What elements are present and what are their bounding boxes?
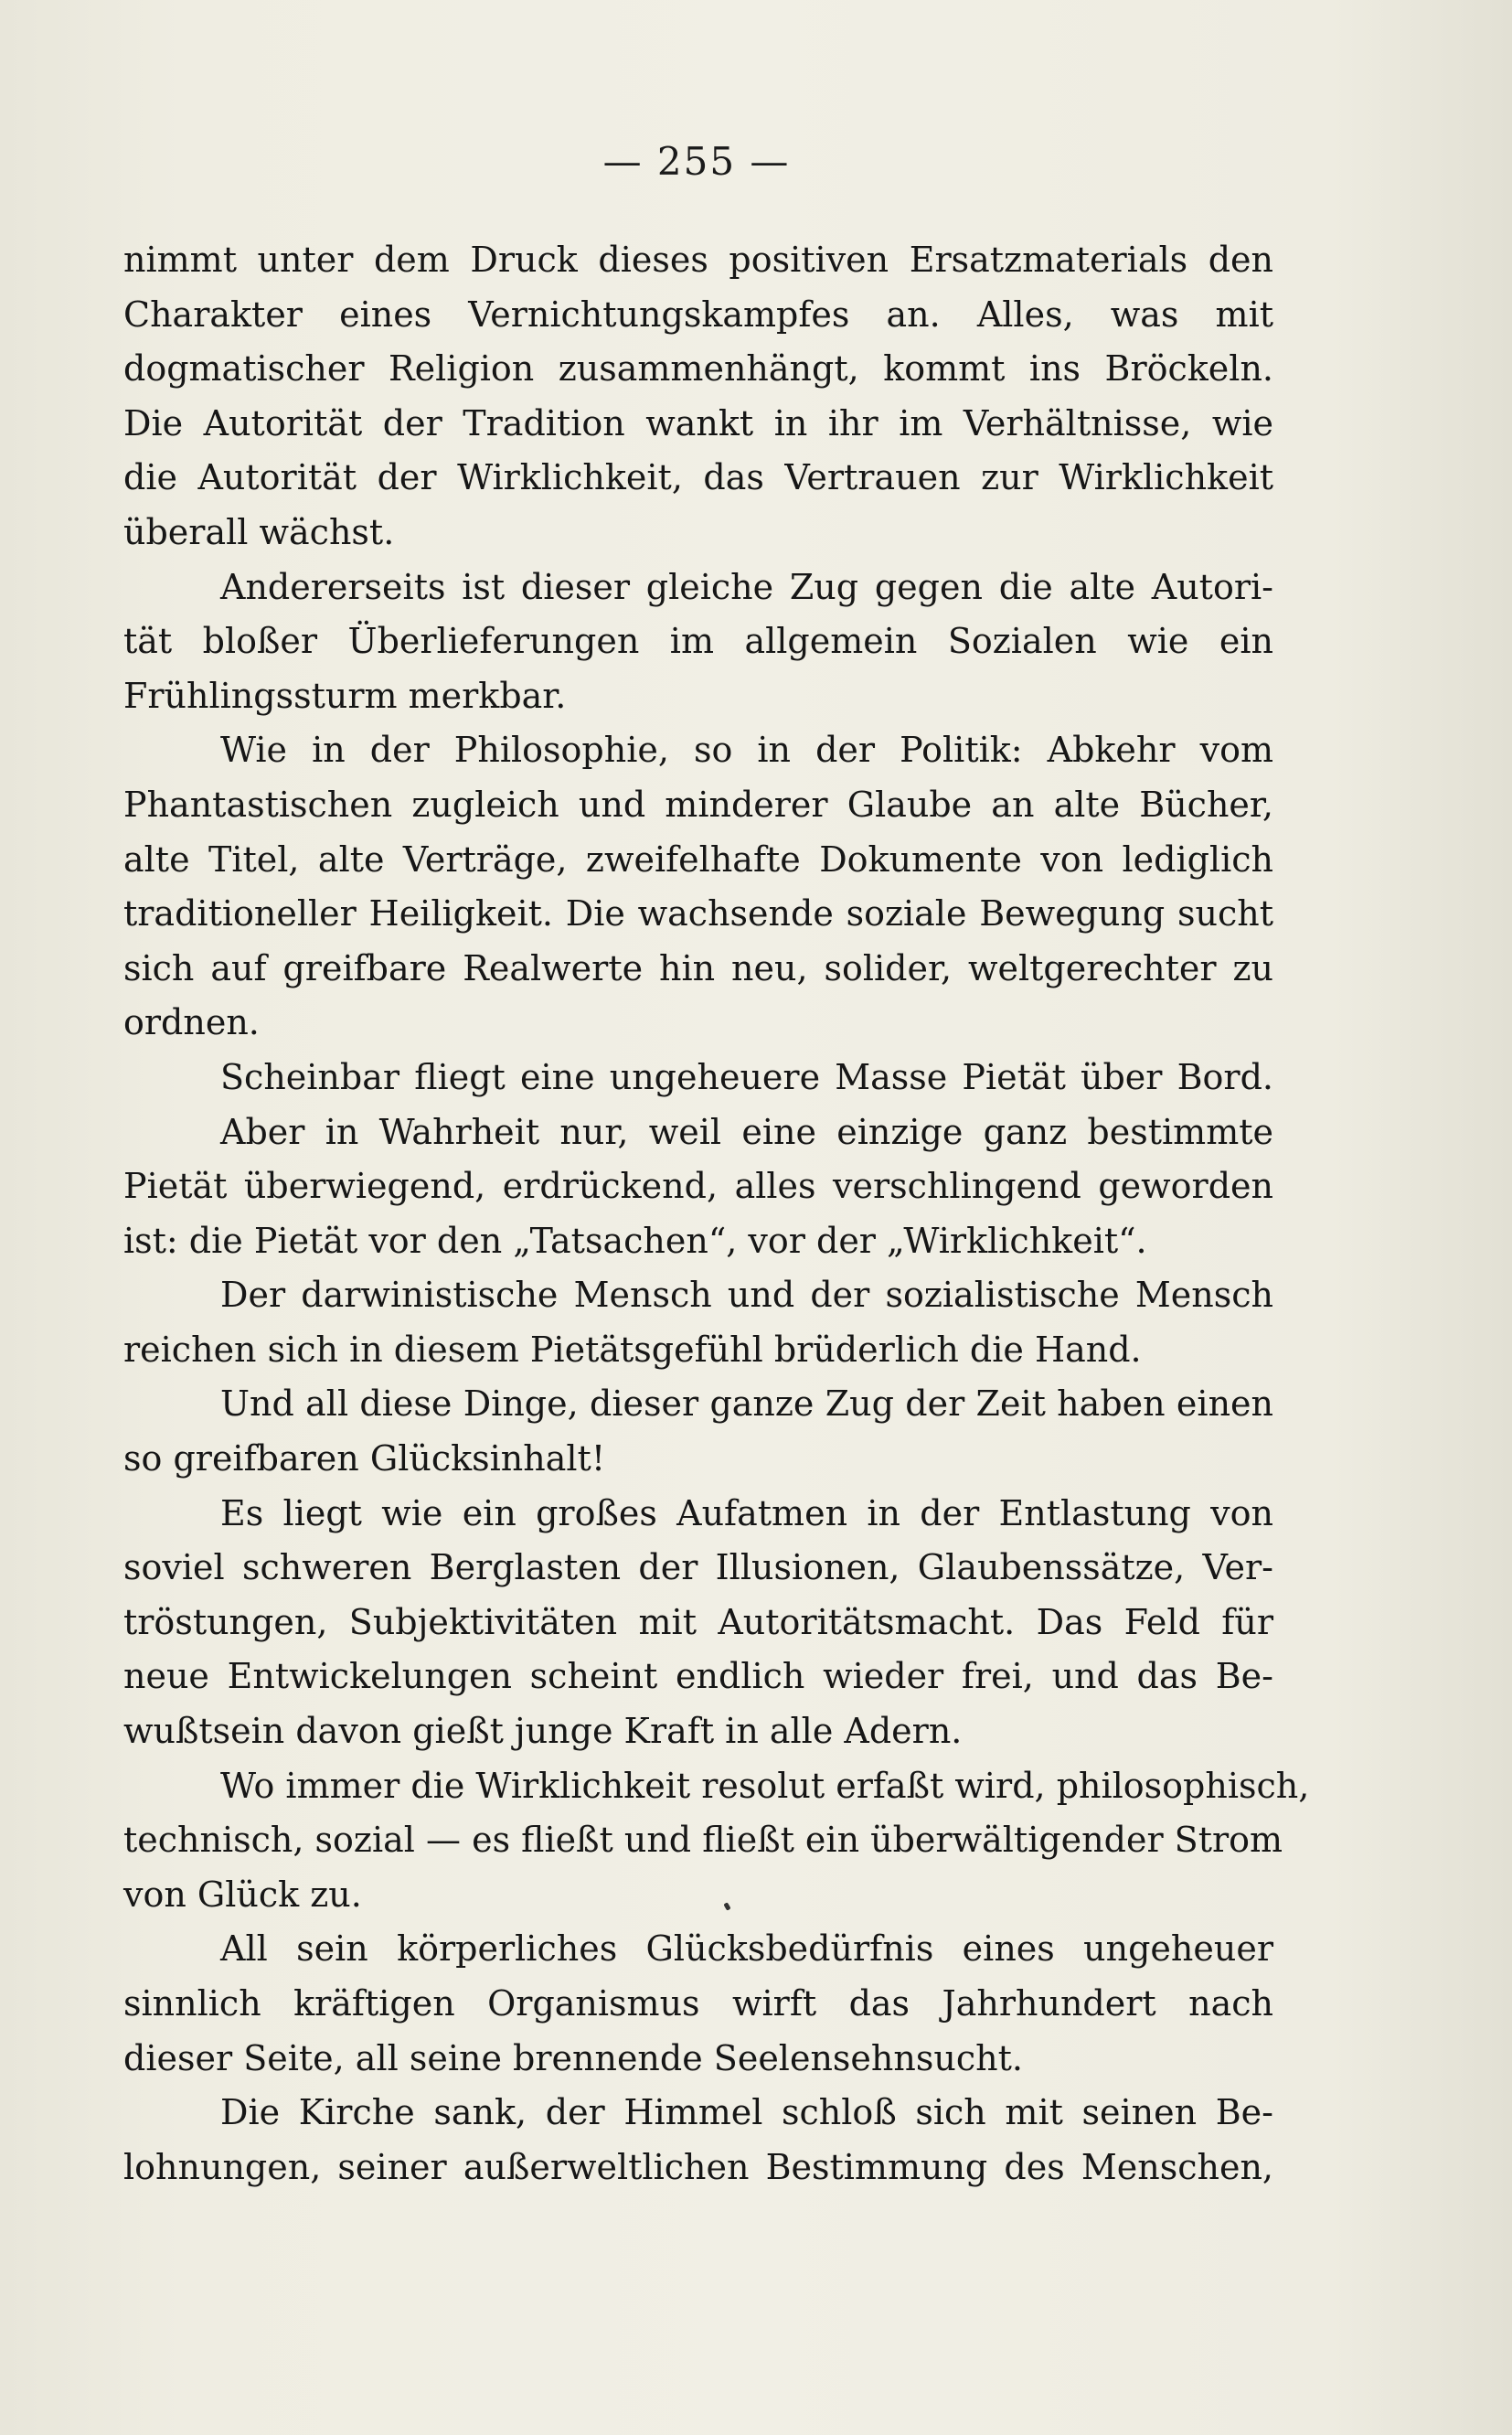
text-line: Und all diese Dinge, dieser ganze Zug der Zeit haben einen bbox=[220, 1383, 1273, 1425]
text-line: von Glück zu. bbox=[123, 1874, 362, 1915]
text-line: Wie in der Philosophie, so in der Politik: Abkehr vom bbox=[220, 730, 1273, 771]
text-line: Die Kirche sank, der Himmel schloß sich mit seinen Be- bbox=[220, 2092, 1273, 2133]
text-line: alte Titel, alte Verträge, zweifelhafte Dokumente von lediglich bbox=[123, 838, 1273, 880]
text-line: lohnungen, seiner außerweltlichen Bestimmung des Menschen, bbox=[123, 2146, 1273, 2187]
text-line: Aber in Wahrheit nur, weil eine einzige ganz bestimmte bbox=[220, 1111, 1273, 1152]
text-line: ordnen. bbox=[123, 1002, 260, 1043]
text-line: soviel schweren Berglasten der Illusionen, Glaubenssätze, Ver- bbox=[123, 1547, 1273, 1588]
text-line: Wo immer die Wirklichkeit resolut erfaßt wird, philosophisch, bbox=[220, 1765, 1310, 1806]
text-line: Charakter eines Vernichtungskampfes an. Alles, was mit bbox=[123, 294, 1273, 335]
text-line: reichen sich in diesem Pietätsgefühl brüderlich die Hand. bbox=[123, 1329, 1142, 1370]
page-number: — 255 — bbox=[602, 139, 791, 184]
body-text bbox=[123, 233, 1310, 2195]
text-line: Es liegt wie ein großes Aufatmen in der Entlastung von bbox=[220, 1492, 1273, 1533]
text-line: Phantastischen zugleich und minderer Glaube an alte Bücher, bbox=[123, 784, 1273, 825]
text-line: nimmt unter dem Druck dieses positiven Ersatzmaterials den bbox=[123, 240, 1273, 280]
text-line: überall wächst. bbox=[123, 511, 395, 552]
text-line: neue Entwickelungen scheint endlich wieder frei, und das Be- bbox=[123, 1656, 1273, 1697]
text-line: so greifbaren Glücksinhalt! bbox=[123, 1438, 606, 1479]
text-line: dogmatischer Religion zusammenhängt, kommt ins Bröckeln. bbox=[123, 348, 1273, 390]
text-line: Der darwinistische Mensch und der sozialistische Mensch bbox=[220, 1275, 1273, 1316]
text-line: tät bloßer Überlieferungen im allgemein Sozialen wie ein bbox=[123, 621, 1273, 662]
text-line: ist: die Pietät vor den „Tatsachen“, vor der „Wirklichkeit“. bbox=[123, 1220, 1147, 1261]
text-line: die Autorität der Wirklichkeit, das Vertrauen zur Wirklichkeit bbox=[123, 457, 1273, 498]
text-line: Andererseits ist dieser gleiche Zug gegen die alte Autori- bbox=[220, 566, 1273, 607]
text-line: Pietät überwiegend, erdrückend, alles verschlingend geworden bbox=[123, 1166, 1273, 1207]
text-line: sinnlich kräftigen Organismus wirft das Jahrhundert nach bbox=[123, 1983, 1273, 2024]
text-line: tröstungen, Subjektivitäten mit Autoritätsmacht. Das Feld für bbox=[123, 1601, 1273, 1642]
text-line: Die Autorität der Tradition wankt in ihr im Verhältnisse, wie bbox=[123, 402, 1273, 443]
text-line: wußtsein davon gießt junge Kraft in alle Adern. bbox=[123, 1711, 963, 1752]
text-line: Frühlingssturm merkbar. bbox=[123, 675, 567, 716]
text-line: sich auf greifbare Realwerte hin neu, solider, weltgerechter zu bbox=[123, 947, 1273, 988]
text-line: Scheinbar fliegt eine ungeheuere Masse Pietät über Bord. bbox=[220, 1056, 1273, 1097]
text-line: technisch, sozial — es fließt und fließt ein überwältigender Strom bbox=[123, 1820, 1283, 1861]
text-line: traditioneller Heiligkeit. Die wachsende soziale Bewegung sucht bbox=[123, 893, 1273, 934]
text-line: dieser Seite, all seine brennende Seelensehnsucht. bbox=[123, 2037, 1023, 2078]
text-line: All sein körperliches Glücksbedürfnis eines ungeheuer bbox=[220, 1928, 1273, 1970]
